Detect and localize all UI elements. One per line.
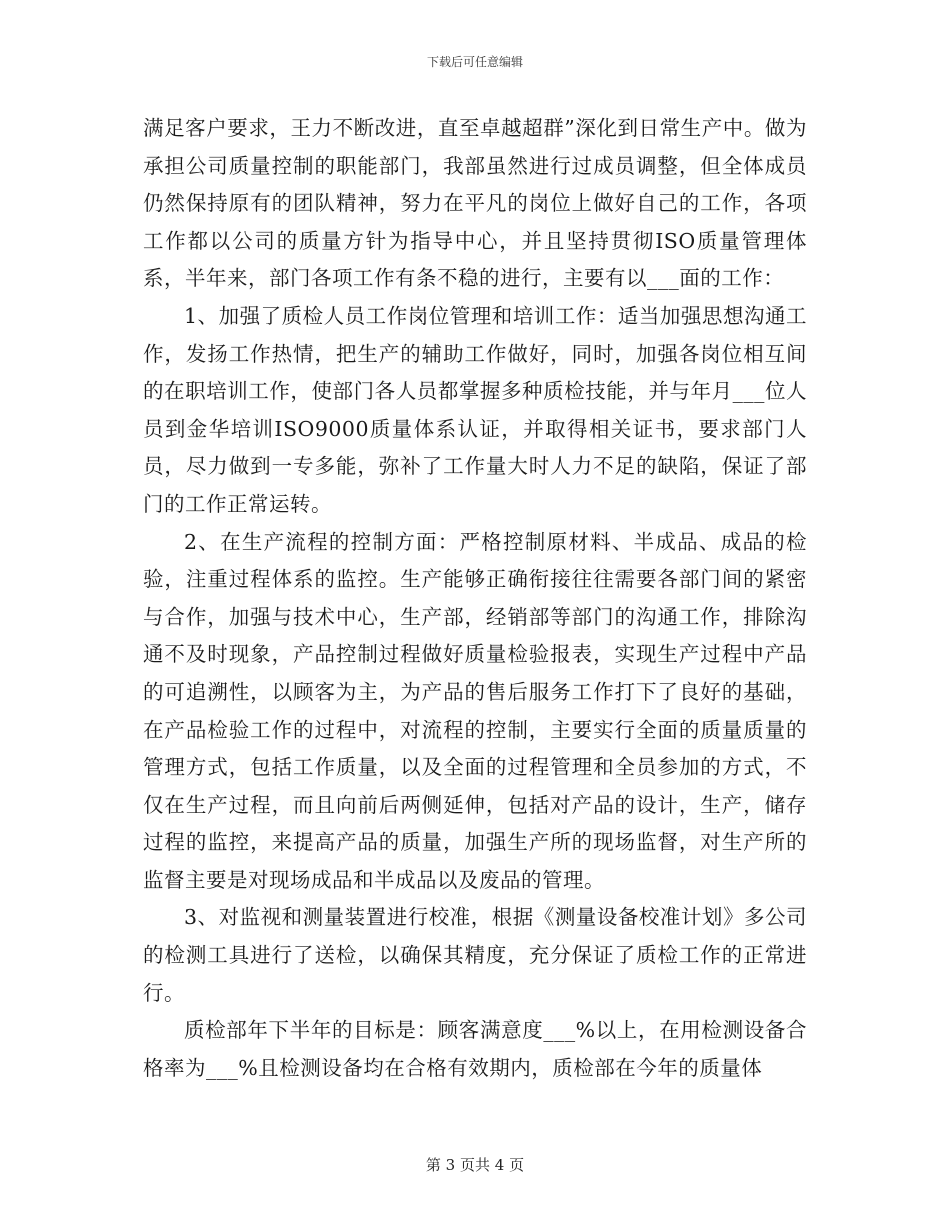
- paragraph-goals: 质检部年下半年的目标是：顾客满意度___%以上，在用检测设备合格率为___%且检测设备均在合格有效期内，质检部在今年的质量体: [143, 1018, 807, 1080]
- document-body: [143, 110, 807, 1087]
- page-number-footer: 第 3 页共 4 页: [425, 1156, 525, 1174]
- paragraph-item-1: 1、加强了质检人员工作岗位管理和培训工作：适当加强思想沟通工作，发扬工作热情，把生产的辅助工作做好，同时，加强各岗位相互间的在职培训工作，使部门各人员都掌握多种质检技能，并与年月___位人员到金华培训ISO9000质量体系认证，并取得相关证书，要求部门人员，尽力做到一专多能，弥补了工作量大时人力不足的缺陷，保证了部门的工作正常运转。: [143, 303, 807, 516]
- paragraph-item-2: 2、在生产流程的控制方面：严格控制原材料、半成品、成品的检验，注重过程体系的监控。生产能够正确衔接往往需要各部门间的紧密与合作，加强与技术中心，生产部，经销部等部门的沟通工作，排除沟通不及时现象，产品控制过程做好质量检验报表，实现生产过程中产品的可追溯性，以顾客为主，为产品的售后服务工作打下了良好的基础，在产品检验工作的过程中，对流程的控制，主要实行全面的质量质量的管理方式，包括工作质量，以及全面的过程管理和全员参加的方式，不仅在生产过程，而且向前后两侧延伸，包括对产品的设计，生产，储存过程的监控，来提高产品的质量，加强生产所的现场监督，对生产所的监督主要是对现场成品和半成品以及废品的管理。: [143, 529, 807, 892]
- paragraph-intro: 满足客户要求，王力不断改进，直至卓越超群”深化到日常生产中。做为承担公司质量控制的职能部门，我部虽然进行过成员调整，但全体成员仍然保持原有的团队精神，努力在平凡的岗位上做好自己的工作，各项工作都以公司的质量方针为指导中心，并且坚持贯彻ISO质量管理体系，半年来，部门各项工作有条不稳的进行，主要有以___面的工作：: [143, 116, 807, 291]
- page-header-note: 下载后可任意编辑: [426, 55, 523, 69]
- paragraph-item-3: 3、对监视和测量装置进行校准，根据《测量设备校准计划》多公司的检测工具进行了送检，以确保其精度，充分保证了质检工作的正常进行。: [143, 905, 807, 1005]
